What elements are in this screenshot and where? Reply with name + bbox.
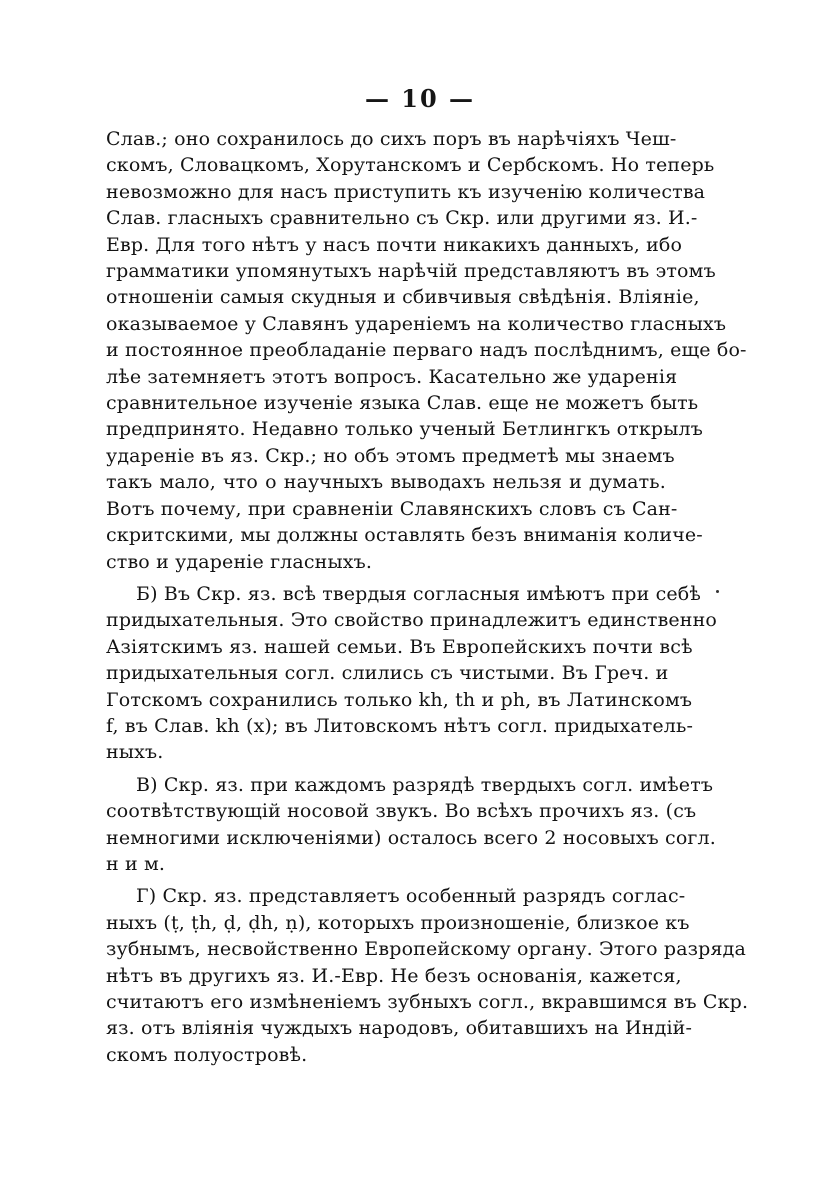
- paragraph-3: [106, 772, 716, 878]
- text-line: придыхательныя. Это свойство принадлежитъ единственно: [106, 609, 718, 632]
- text-line: f, въ Слав. kh (x); въ Литовскомъ нѣтъ согл. придыхатель-: [106, 714, 694, 737]
- text-line: такъ мало, что о научныхъ выводахъ нельзя и думать.: [106, 471, 666, 494]
- paragraph-1: [106, 126, 747, 575]
- text-line: лѣе затемняетъ этотъ вопросъ. Касательно же ударенія: [106, 365, 678, 388]
- page-number: — 10 —: [364, 84, 476, 113]
- text-line: н и м.: [106, 852, 166, 875]
- text-line: невозможно для насъ приступить къ изученію количества: [106, 180, 706, 203]
- text-line: Г) Скр. яз. представляетъ особенный разрядъ соглас-: [136, 885, 686, 908]
- text-line: грамматики упомянутыхъ нарѣчій представляютъ въ этомъ: [106, 260, 716, 283]
- paragraph-2: [106, 581, 718, 766]
- text-line: скомъ, Словацкомъ, Хорутанскомъ и Сербскомъ. Но теперь: [106, 154, 715, 177]
- text-line: яз. отъ вліянія чуждыхъ народовъ, обитавшихъ на Индій-: [106, 1017, 693, 1040]
- margin-speck: [716, 590, 719, 593]
- text-line: Слав. гласныхъ сравнительно съ Скр. или другими яз. И.-: [106, 207, 698, 230]
- text-line: Готскомъ сохранились только kh, th и ph, въ Латинскомъ: [106, 688, 693, 711]
- text-line: и постоянное преобладаніе перваго надъ послѣднимъ, еще бо-: [106, 339, 747, 362]
- text-line: ство и удареніе гласныхъ.: [106, 550, 373, 573]
- text-line: считаютъ его измѣненіемъ зубныхъ согл., вкравшимся въ Скр.: [106, 991, 749, 1013]
- text-line: В) Скр. яз. при каждомъ разрядѣ твердыхъ согл. имѣетъ: [136, 773, 714, 796]
- text-line: нѣтъ въ другихъ яз. И.-Евр. Не безъ основанія, кажется,: [106, 964, 682, 987]
- text-line: скомъ полуостровѣ.: [106, 1043, 308, 1066]
- text-line: Азіятскимъ яз. нашей семьи. Въ Европейскихъ почти всѣ: [106, 635, 693, 658]
- text-line: Евр. Для того нѣтъ у насъ почти никакихъ данныхъ, ибо: [106, 233, 683, 256]
- page-body: [106, 126, 749, 1068]
- text-line: ныхъ.: [106, 741, 164, 764]
- text-line: отношеніи самыя скудныя и сбивчивыя свѣдѣнія. Вліяніе,: [106, 286, 700, 309]
- text-line: Слав.; оно сохранилось до сихъ поръ въ нарѣчіяхъ Чеш-: [106, 128, 677, 150]
- paragraph-4: [106, 883, 749, 1068]
- text-line: зубнымъ, несвойственно Европейскому органу. Этого разряда: [106, 938, 746, 961]
- text-line: немногими исключеніями) осталось всего 2 носовыхъ согл.: [106, 826, 716, 849]
- text-line: сравнительное изученіе языка Слав. еще не можетъ быть: [106, 392, 699, 415]
- text-line: Вотъ почему, при сравненіи Славянскихъ словъ съ Сан-: [106, 497, 678, 520]
- text-line: предпринято. Недавно только ученый Бетлингкъ открылъ: [106, 418, 703, 441]
- text-line: соотвѣтствующій носовой звукъ. Во всѣхъ прочихъ яз. (съ: [106, 800, 697, 823]
- text-line: Б) Въ Скр. яз. всѣ твердыя согласныя имѣютъ при себѣ: [136, 582, 701, 605]
- text-line: скритскими, мы должны оставлять безъ вниманія количе-: [106, 524, 703, 547]
- text-line: удареніе въ яз. Скр.; но объ этомъ предметѣ мы знаемъ: [106, 444, 675, 467]
- text-line: придыхательныя согл. слились съ чистыми. Въ Греч. и: [106, 662, 669, 685]
- text-line: ныхъ (ṭ, ṭh, ḍ, ḍh, ṇ), которыхъ произношеніе, близкое къ: [106, 911, 690, 934]
- text-line: оказываемое у Славянъ удареніемъ на количество гласныхъ: [106, 312, 727, 335]
